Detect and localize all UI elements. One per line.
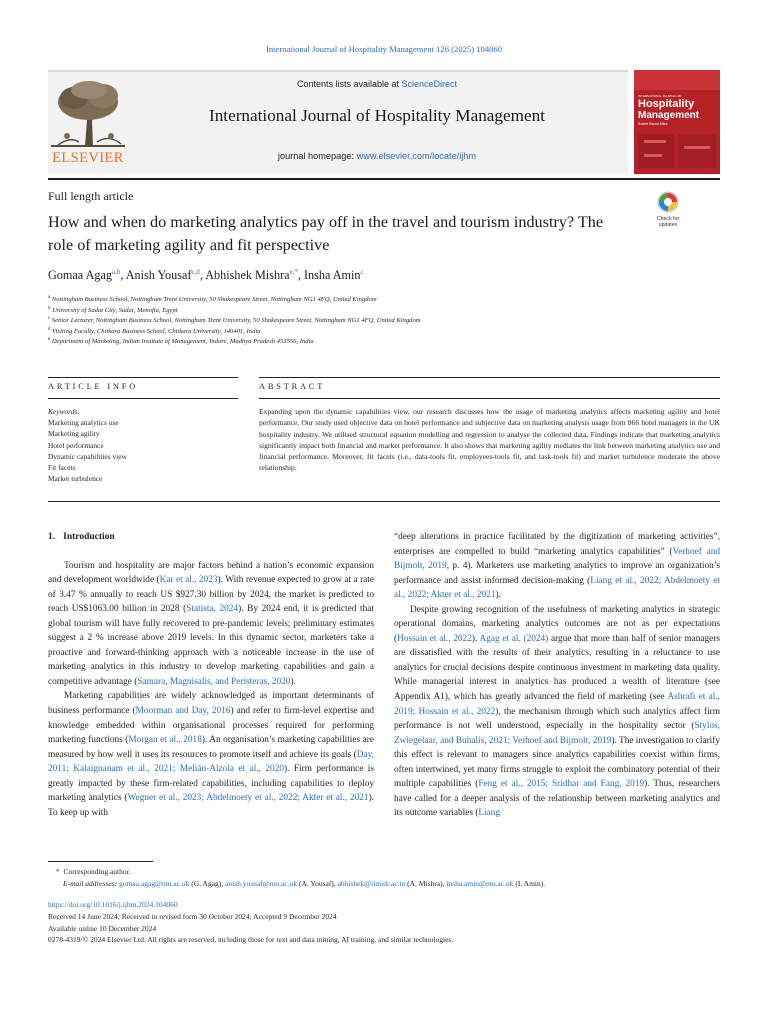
article-info-rule-lower (48, 398, 238, 399)
section-heading (48, 530, 374, 545)
keyword: Marketing agility (48, 429, 100, 439)
body-column-right (394, 530, 720, 821)
author-separator: , (297, 268, 304, 282)
keyword: Dynamic capabilities view (48, 451, 127, 461)
author-separator: , (120, 268, 126, 282)
paragraph-text: ). Firm performance is greatly impacted by these firm-related capabilities, including capabilities to deploy marketing analytics ( (48, 764, 374, 804)
masthead-rule (48, 178, 720, 180)
body-paragraph (394, 603, 720, 821)
cover-small-bottom: Robert Sanna Mitra (638, 122, 668, 126)
affiliation (48, 306, 688, 317)
paragraph-text: ). (495, 590, 501, 601)
author-affiliation-marks[interactable]: a,b (111, 267, 121, 276)
crossmark-icon (646, 190, 690, 230)
keywords-label: Keywords: (48, 407, 80, 416)
citation-link[interactable]: Samara, Magnisalis, and Peristeras, 2020 (137, 676, 291, 687)
affiliation-list (48, 295, 688, 348)
homepage-link[interactable]: www.elsevier.com/locate/ijhm (356, 151, 477, 161)
article-info-heading: ARTICLE INFO (48, 382, 139, 391)
publication-info (48, 899, 720, 946)
citation-link[interactable]: Statista, 2024 (186, 604, 239, 615)
body-paragraph (48, 559, 374, 690)
citation-link[interactable]: Agag et al. (2024) (479, 633, 549, 644)
email-label: E-mail addresses: (63, 879, 118, 888)
abstract-rule (259, 377, 720, 378)
citation-link[interactable]: Moorman and Day, 2016 (135, 706, 231, 717)
affiliation-mark: b (48, 305, 51, 311)
article-info-rule (48, 377, 238, 378)
affiliation-mark: e (48, 337, 51, 343)
affiliation-mark: a (48, 294, 51, 300)
abstract-bottom-rule (48, 501, 720, 502)
received-dates: Received 14 June 2024; Received in revised form 30 October 2024; Accepted 9 December 2024 (48, 911, 337, 921)
affiliation (48, 316, 688, 327)
affiliation (48, 295, 688, 306)
author-affiliation-marks[interactable]: c,d (191, 267, 200, 276)
paragraph-text: ). By 2024 end, it is predicted that global tourism will have fully recovered to pre-pandemic levels; preliminary estimates suggest a 2 % increase above 2019 levels. In this dynamic sector, marketers take a proactive and forward-thinking approach with a noticeable increase in the use of marketing analytics in this industry to develop marketing capabilities and gain a competitive advantage ( (48, 604, 374, 687)
left-paragraphs (48, 559, 374, 821)
email-link[interactable]: anish.yousaf@ntu.ac.uk (225, 879, 298, 888)
paragraph-text: , p. 4). Marketers use marketing analytics to improve an organization’s performance and assist informed decision-making ( (394, 561, 720, 586)
citation-link[interactable]: Hossain et al., 2022 (397, 633, 472, 644)
article-type: Full length article (48, 189, 134, 203)
author-name[interactable]: Anish Yousaf (125, 268, 192, 282)
copyright: 0278-4319/© 2024 Elsevier Ltd. All rights are reserved, including those for text and data mining, AI training, and similar technologies. (48, 935, 454, 945)
body-paragraph (48, 689, 374, 820)
journal-homepage (130, 151, 624, 161)
paragraph-text: ). To keep up with (48, 793, 374, 818)
email-owner: (I. Amin). (513, 879, 546, 888)
author-list (48, 268, 648, 283)
affiliation-mark: c (48, 316, 51, 321)
paragraph-text: ). An organisation’s marketing capabilities are measured by how well it uses its resources to promote itself and achieve its goals ( (48, 735, 374, 760)
citation-link[interactable]: Wegner et al., 2023; Abdelmoety et al., 2022; Akter et al., 2021 (127, 793, 369, 804)
email-owner: (A. Mishra), (405, 879, 447, 888)
citation-link[interactable]: Morgan et al., 2018 (128, 735, 202, 746)
cover-title-bottom: Management (638, 110, 700, 121)
keyword: Fit facets (48, 463, 76, 473)
citation-link[interactable]: Day, 2011; Kalaignanam et al., 2021; Melián-Alzola et al., 2020 (48, 749, 374, 775)
citation-link[interactable]: Liang et al., 2022; Abdelmoety et al., 2022; Akter et al., 2021 (394, 575, 720, 601)
author-separator: , (199, 268, 206, 282)
footnotes (48, 866, 720, 890)
citation-link[interactable]: Kar et al., 2023 (159, 575, 218, 586)
paragraph-text: Despite growing recognition of the usefulness of marketing analytics in strategic operational domains, marketing analytics outcomes are not as per expectations ( (394, 604, 720, 644)
email-owner: (A. Yousaf), (297, 879, 338, 888)
paragraph-text: Tourism and hospitality are major factors behind a nation’s economic expansion and development worldwide ( (48, 560, 374, 586)
paragraph-text: ) and refer to firm-level expertise and knowledge embedded within organisational processes required for performing marketing functions ( (48, 706, 374, 746)
crossmark-line2: updates (658, 222, 678, 228)
section-title: Introduction (63, 532, 115, 542)
citation-link[interactable]: Stylos, Zwiegelaar, and Buhalis, 2021; Verhoef and Bijmolt, 2019 (394, 721, 720, 746)
footnote-rule (48, 861, 153, 862)
email-list (119, 879, 545, 888)
available-online: Available online 10 December 2024 (48, 923, 157, 933)
journal-cover-thumbnail[interactable] (634, 70, 720, 174)
keyword: Marketing analytics use (48, 418, 119, 428)
cover-small-top: INTERNATIONAL JOURNAL OF (638, 94, 682, 98)
affiliation-mark: d (48, 326, 51, 332)
contents-available (130, 79, 624, 89)
crossmark-line1: Check for (656, 216, 680, 222)
contents-prefix: Contents lists available at (296, 79, 402, 89)
affiliation-text: Senior Lecturer, Nottingham Business School, Nottingham Trent University, 50 Shakespeare Street, Nottingham NG1 4FQ, United Kingdom (50, 317, 421, 325)
running-head[interactable]: International Journal of Hospitality Management 126 (2025) 104060 (265, 44, 503, 54)
paragraph-text: ). (471, 633, 480, 644)
author-name[interactable]: Abhishek Mishra (205, 268, 290, 282)
corresponding-author-note (48, 866, 720, 878)
affiliation-text: Visiting Faculty, Chitkara Business School, Chitkara University, 140401, India (50, 327, 261, 335)
paragraph-text: ). The investigation to clarify this effect is relevant to managers since analytics capabilities coexist within firms, often intertwined, yet many firms struggle to exploit the combinatory potential of their multiple capabilities ( (394, 735, 720, 790)
article-title: How and when do marketing analytics pay off in the travel and tourism industry? The role of marketing agility and fit perspective (48, 213, 604, 254)
right-paragraphs (394, 530, 720, 821)
affiliation-text: Department of Marketing, Indian Institute of Management, Indore, Madhya Pradesh 453556, India (50, 338, 314, 346)
author-name[interactable]: Insha Amin (303, 268, 361, 282)
author-affiliation-marks[interactable]: c (360, 267, 364, 276)
corresponding-text: Corresponding author. (63, 867, 131, 876)
keyword: Market turbulence (48, 474, 103, 484)
author-name[interactable]: Gomaa Agag (48, 268, 112, 282)
abstract-heading: ABSTRACT (259, 382, 326, 391)
paragraph-text: ). With revenue expected to grow at a rate of 3.47 % annually to reach US $927.30 billion by 2024, the market is predicted to reach US$1063.00 billion in 2028 ( (48, 575, 375, 615)
corresponding-mark: * (56, 867, 60, 876)
citation-link[interactable]: Liang (478, 808, 501, 819)
email-link[interactable]: abhishek@iimidr.ac.in (337, 879, 406, 888)
paragraph-text: “deep alterations in practice facilitated by the digitization of marketing activities”, enterprises are compelled to build “marketing analytics capabilities” ( (394, 532, 720, 557)
email-link[interactable]: gomaa.agag@ntu.ac.uk (118, 879, 190, 888)
keyword-list (48, 417, 238, 484)
doi-link[interactable]: https://doi.org/10.1016/j.ijhm.2024.104060 (48, 900, 178, 909)
keyword: Hotel performance (48, 440, 104, 450)
check-for-updates-badge[interactable] (646, 190, 690, 230)
elsevier-wordmark[interactable]: ELSEVIER (52, 150, 124, 166)
citation-link[interactable]: Ashrafi et al., 2019; Hossain et al., 2022 (394, 692, 720, 717)
affiliation (48, 337, 688, 348)
cover-title-top: Hospitality (638, 98, 695, 110)
email-addresses (48, 878, 720, 890)
abstract-rule-lower (259, 398, 720, 399)
citation-link[interactable]: Feng et al., 2015; Sridhar and Fang, 2019 (478, 779, 645, 790)
paragraph-text: ), the mechanism through which such analytics affect firm performance is not well understood, especially in the hospitality sector ( (394, 706, 720, 732)
cover-artwork (634, 70, 720, 174)
abstract-text: Expanding upon the dynamic capabilities view, our research discusses how the usage of marketing analytics affects marketing agility and hotel performance. Our study used objective data on hotel performance and subjective data on marketing analysis usage from 866 hotel managers in the UK hospitality industry. We utilised structural equation modelling and regression to analyse the collected data. Findings indicate that marketing analytics significantly impact both financial and market performance. It also shows that marketing agility mediates the link between marketing analytics use and financial performance. Moreover, fit facets (i.e., data-tools fit, employees-tools fit, and task-tools fit) and market turbulence moderate the above relationship. (259, 407, 720, 473)
paragraph-text: argue that more than half of senior managers are dissatisfied with the results of their analytics, resulting in a reluctance to use analytics for crucial decisions despite continuous investment in marketing data quality. While managerial interest in analytics has produced a wealth of literature (see Appendix A1), which has greatly advanced the field of marketing (see (394, 633, 721, 703)
homepage-prefix: journal homepage: (277, 151, 357, 161)
email-link[interactable]: insha.amin@ntu.ac.uk (446, 879, 514, 888)
citation-link[interactable]: Verhoef and Bijmolt, 2019 (394, 546, 720, 572)
paragraph-text: ). (290, 676, 296, 687)
journal-title: International Journal of Hospitality Management (208, 106, 546, 125)
body-paragraph (394, 530, 720, 603)
affiliation-text: Nottingham Business School, Nottingham Trent University, 50 Shakespeare Street, Nottingham NG1 4FQ, United Kingdom (50, 296, 377, 303)
section-number: 1. (48, 532, 56, 542)
author-affiliation-marks[interactable]: e,* (289, 267, 298, 276)
affiliation (48, 327, 688, 338)
affiliation-text: University of Sadat City, Sadat, Menofia, Egypt (50, 306, 178, 314)
paragraph-text: Marketing capabilities are widely acknowledged as important determinants of business performance ( (48, 691, 374, 717)
body-column-left (48, 530, 374, 820)
keywords-block (48, 406, 238, 484)
paragraph-text: ). Thus, researchers have called for a deeper analysis of the relationship between marketing analytics and its outcome variables ( (394, 779, 720, 819)
sciencedirect-link[interactable]: ScienceDirect (401, 79, 458, 89)
email-owner: (G. Agag), (189, 879, 226, 888)
